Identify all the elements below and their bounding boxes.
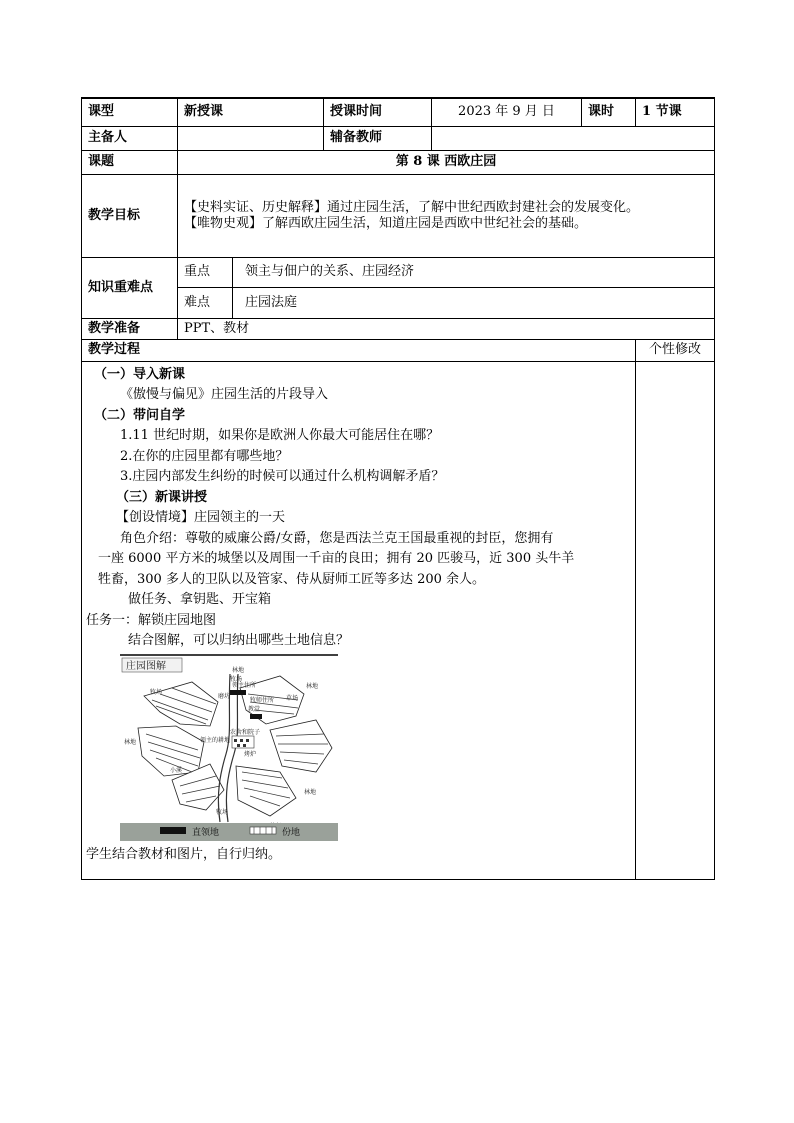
question-1: 1.11 世纪时期，如果你是欧洲人你最大可能居住在哪？ — [120, 428, 440, 443]
map-label-church: 教堂 — [248, 705, 261, 713]
process-line: 牲畜，300 多人的卫队以及管家、侍从厨师工匠等多达 200 余人。 — [98, 571, 486, 587]
section-new-lesson-heading: （三）新课讲授 — [116, 489, 208, 505]
process-line: 一座 6000 平方米的城堡以及周围一千亩的良田；拥有 20 匹骏马，近 300 头牛羊 — [98, 551, 575, 566]
prep-label: 教学准备 — [82, 318, 178, 339]
map-label-mill: 磨坊 — [218, 692, 231, 700]
question-2: 2.在你的庄园里都有哪些地？ — [120, 448, 289, 464]
map-label-pasture: 牧场 — [230, 675, 243, 683]
keypoints-cell — [178, 257, 715, 318]
legend-tenant-label: 份地 — [282, 827, 301, 838]
map-label-forest: 林地 — [304, 788, 317, 796]
map-label-forest: 林地 — [124, 738, 137, 746]
process-label: 教学过程 — [82, 339, 636, 361]
map-title: 庄园图解 — [126, 660, 166, 672]
teaching-time-value: 2023 年 9 月 日 — [432, 98, 582, 126]
question-3: 3.庄园内部发生纠纷的时候可以通过什么机构调解矛盾？ — [120, 469, 445, 484]
lead-teacher-label: 主备人 — [82, 126, 178, 150]
goals-label: 教学目标 — [82, 174, 178, 257]
process-line: 角色介绍：尊敬的威廉公爵/女爵，您是西法兰克王国最重视的封臣，您拥有 — [120, 530, 554, 546]
legend-demesne-swatch — [160, 827, 186, 834]
process-line: 学生结合教材和图片，自行归纳。 — [86, 846, 282, 862]
course-type-label: 课型 — [82, 98, 178, 126]
course-type-value: 新授课 — [178, 98, 324, 126]
manor-map-figure — [120, 654, 338, 841]
map-label-priest: 牧师住所 — [250, 696, 275, 704]
section-self-study-heading: （二）带问自学 — [94, 407, 186, 423]
teaching-time-label: 授课时间 — [324, 98, 432, 126]
task-one-heading: 任务一：解锁庄园地图 — [86, 612, 217, 628]
goal-line-1: 【史料实证、历史解释】通过庄园生活，了解中世纪西欧封建社会的发展变化。 — [184, 199, 640, 215]
manor-house-mark — [230, 690, 246, 695]
lead-teacher-value — [178, 126, 324, 150]
section-intro-heading: （一）导入新课 — [94, 366, 186, 382]
map-label-pasture: 牧场 — [150, 688, 163, 696]
map-label-forest: 林地 — [306, 682, 319, 690]
process-content — [82, 361, 636, 879]
map-legend-bar — [120, 823, 338, 841]
map-label-stream: 小溪 — [170, 766, 183, 774]
legend-demesne-label: 直领地 — [192, 827, 220, 838]
map-label-forest: 林地 — [232, 666, 245, 674]
key-point-label: 重点 — [178, 258, 233, 288]
period-label: 课时 — [582, 98, 636, 126]
map-label-meadow: 草场 — [286, 694, 299, 702]
process-line: 【创设情境】庄园领主的一天 — [116, 510, 286, 525]
keypoints-inner-table — [178, 258, 714, 318]
map-label-oven: 烤炉 — [244, 750, 257, 758]
assist-teacher-label: 辅备教师 — [324, 126, 432, 150]
lesson-plan-table — [81, 97, 715, 880]
process-line: 做任务、拿钥匙、开宝箱 — [128, 592, 272, 607]
process-line: 《傲慢与偏见》庄园生活的片段导入 — [120, 387, 329, 402]
keypoints-label: 知识重难点 — [82, 257, 178, 318]
period-value: 1 节课 — [636, 98, 715, 126]
notes-column — [636, 361, 715, 879]
assist-teacher-value — [432, 126, 715, 150]
map-label-manor: 领主住所 — [232, 681, 257, 689]
difficult-point-value: 庄园法庭 — [233, 288, 715, 318]
goal-line-2: 【唯物史观】了解西欧庄园生活，知道庄园是西欧中世纪社会的基础。 — [184, 215, 588, 231]
prep-value: PPT、教材 — [178, 318, 715, 339]
topic-value: 第 8 课 西欧庄园 — [178, 150, 715, 174]
key-point-value: 领主与佃户的关系、庄园经济 — [245, 264, 415, 280]
map-label-village: 农舍和院子 — [230, 728, 261, 736]
church-mark — [250, 714, 262, 719]
notes-label: 个性修改 — [636, 339, 715, 361]
map-label-lord-field: 领主的耕地 — [200, 736, 231, 744]
topic-label: 课题 — [82, 150, 178, 174]
difficult-point-label: 难点 — [178, 288, 233, 318]
map-label-pasture: 牧场 — [216, 808, 229, 816]
process-line: 结合图解，可以归纳出哪些土地信息？ — [128, 633, 350, 648]
goals-content — [178, 174, 715, 257]
